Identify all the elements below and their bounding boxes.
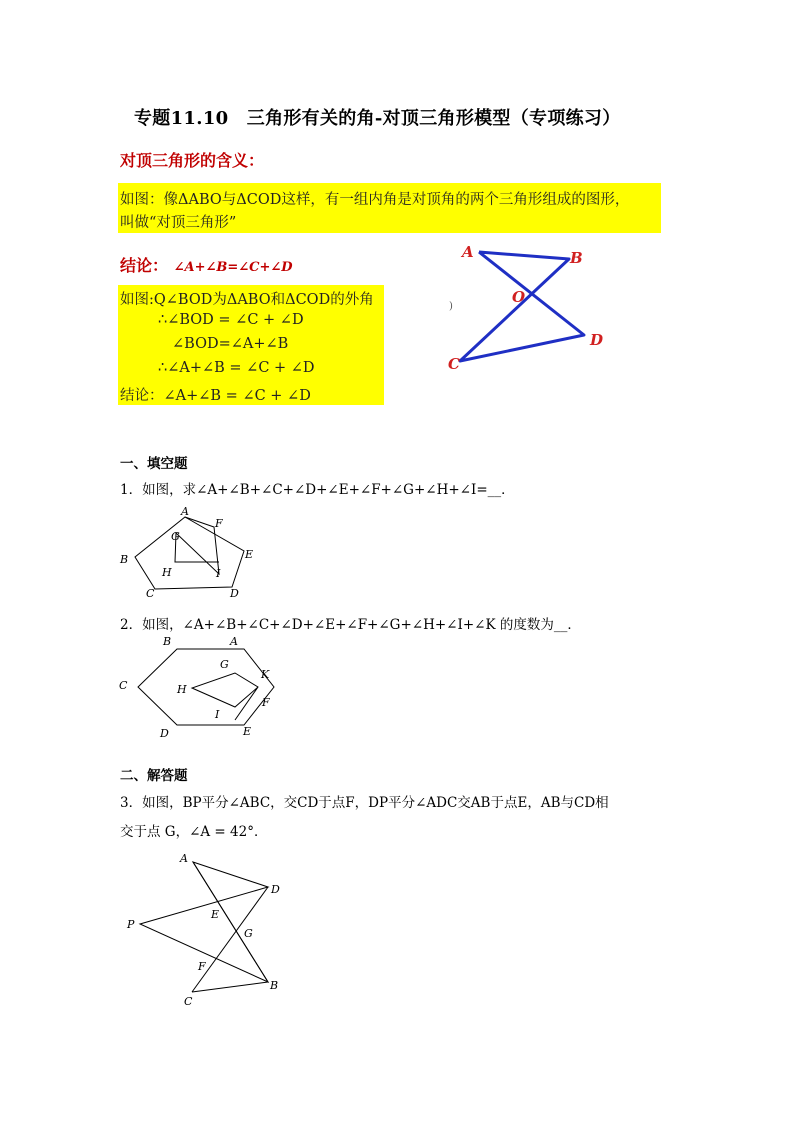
q2-label-C: C bbox=[119, 679, 128, 692]
q2-label-A: A bbox=[230, 635, 238, 648]
pentagon-outline bbox=[135, 517, 244, 589]
section-1-heading: 一、填空题 bbox=[120, 456, 188, 472]
q2-label-F: F bbox=[262, 696, 270, 709]
q3-label-C: C bbox=[184, 995, 193, 1008]
question-1-figure bbox=[115, 500, 265, 600]
q3-label-F: F bbox=[198, 960, 206, 973]
question-1-text: 1．如图，求∠A+∠B+∠C+∠D+∠E+∠F+∠G+∠H+∠I=__． bbox=[120, 482, 515, 498]
conclusion-label: 结论： bbox=[120, 256, 169, 275]
inner-polyline bbox=[175, 517, 219, 574]
question-3-line-2: 交于点 G，∠A = 42°． bbox=[120, 824, 268, 840]
q3-label-A: A bbox=[180, 852, 188, 865]
label-A: A bbox=[462, 243, 474, 261]
section-2-heading: 二、解答题 bbox=[120, 768, 188, 784]
q1-label-H: H bbox=[162, 566, 172, 579]
q2-label-D: D bbox=[160, 727, 169, 740]
question-3-line-1: 3．如图，BP平分∠ABC，交CD于点F，DP平分∠ADC交AB于点E，AB与CD相 bbox=[120, 795, 609, 811]
definition-heading: 对顶三角形的含义： bbox=[120, 151, 265, 170]
q3-label-E: E bbox=[211, 908, 220, 921]
inner-polyline bbox=[192, 673, 258, 720]
q1-label-F: F bbox=[215, 517, 223, 530]
q2-label-K: K bbox=[261, 668, 270, 681]
label-B: B bbox=[570, 249, 583, 267]
line-CB bbox=[192, 982, 268, 992]
q3-label-D: D bbox=[271, 883, 280, 896]
definition-line-1: 如图：像ΔABO与ΔCOD这样，有一组内角是对顶角的两个三角形组成的图形， bbox=[120, 192, 630, 208]
label-D: D bbox=[590, 331, 604, 349]
q1-label-C: C bbox=[146, 587, 155, 600]
definition-line-2: 叫做“对顶三角形” bbox=[120, 215, 237, 231]
q2-label-I: I bbox=[215, 708, 220, 721]
q1-label-G: G bbox=[171, 530, 180, 543]
q3-label-G: G bbox=[244, 927, 253, 940]
q1-label-D: D bbox=[230, 587, 239, 600]
question-2-text: 2．如图，∠A+∠B+∠C+∠D+∠E+∠F+∠G+∠H+∠I+∠K 的度数为__． bbox=[120, 617, 581, 633]
page-title: 专题11.10 三角形有关的角-对顶三角形模型（专项练习） bbox=[134, 108, 621, 129]
question-3-figure bbox=[120, 845, 290, 1010]
label-O: O bbox=[512, 288, 526, 306]
q1-label-A: A bbox=[181, 505, 189, 518]
stray-mark: ) bbox=[449, 301, 453, 312]
q2-label-H: H bbox=[177, 683, 187, 696]
q1-label-I: I bbox=[216, 567, 221, 580]
q2-label-E: E bbox=[243, 725, 252, 738]
hexagon-outline bbox=[138, 649, 274, 725]
proof-line-1: 如图:Q∠BOD为ΔABO和ΔCOD的外角 bbox=[120, 292, 374, 308]
q2-label-G: G bbox=[220, 658, 229, 671]
opposite-triangles-figure bbox=[440, 235, 620, 380]
conclusion-heading bbox=[120, 253, 293, 276]
q3-label-B: B bbox=[270, 979, 279, 992]
line-DC bbox=[192, 887, 268, 992]
figure-outline bbox=[460, 252, 584, 361]
q1-label-B: B bbox=[120, 553, 129, 566]
proof-line-3: ∠BOD=∠A+∠B bbox=[172, 336, 289, 352]
conclusion-formula: ∠A+∠B=∠C+∠D bbox=[173, 260, 293, 275]
label-C: C bbox=[448, 355, 460, 373]
question-2-figure bbox=[115, 633, 280, 745]
q1-label-E: E bbox=[245, 548, 254, 561]
q3-label-P: P bbox=[127, 918, 135, 931]
proof-line-4: ∴∠A+∠B = ∠C + ∠D bbox=[158, 360, 315, 376]
proof-line-5: 结论：∠A+∠B = ∠C + ∠D bbox=[120, 388, 311, 404]
q2-label-B: B bbox=[163, 635, 172, 648]
proof-line-2: ∴∠BOD = ∠C + ∠D bbox=[158, 312, 304, 328]
